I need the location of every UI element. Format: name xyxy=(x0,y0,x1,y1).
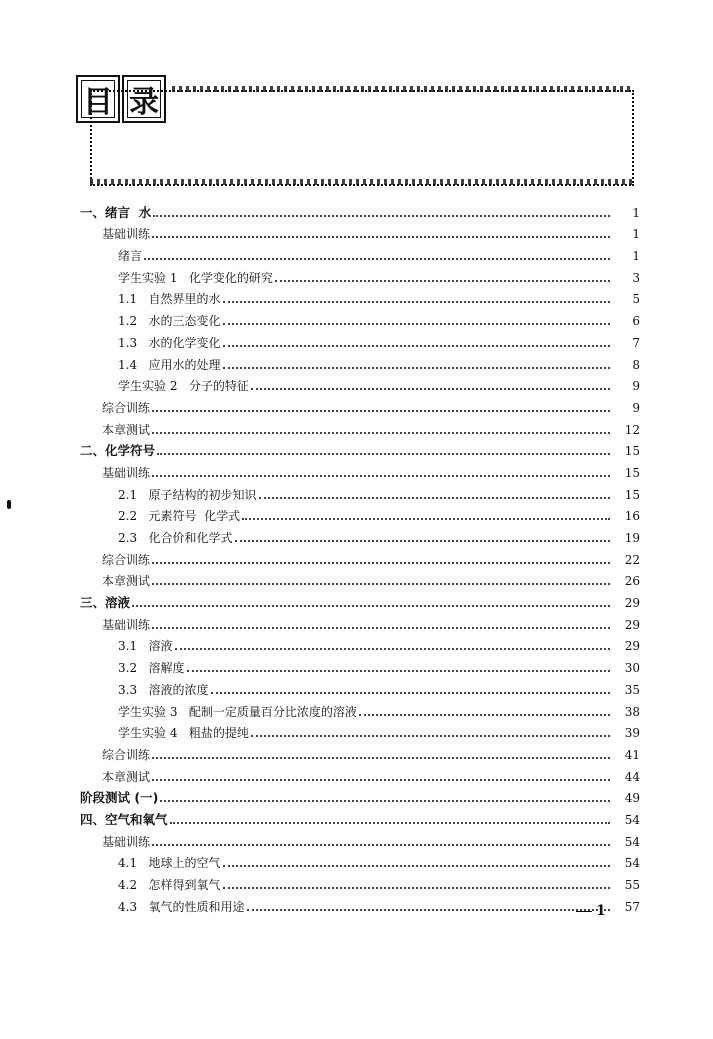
toc-entry-title: 1.3 水的化学变化 xyxy=(118,335,221,350)
decorative-frame-top-border xyxy=(172,86,630,92)
toc-entry-page: 19 xyxy=(610,531,640,545)
toc-dot-leader xyxy=(235,540,610,542)
toc-entry[interactable] xyxy=(80,719,640,741)
toc-entry-page: 15 xyxy=(610,488,640,502)
toc-entry-title: 基础训练 xyxy=(102,834,151,849)
toc-entry[interactable] xyxy=(80,567,640,589)
toc-dot-leader xyxy=(152,844,610,846)
toc-dot-leader xyxy=(152,757,610,759)
toc-entry-title: 4.2 怎样得到氧气 xyxy=(118,878,221,892)
toc-entry[interactable] xyxy=(80,805,640,827)
footer-page-number: 1 xyxy=(572,903,630,919)
toc-dot-leader xyxy=(144,258,610,260)
toc-entry-page: 1 xyxy=(610,249,640,263)
toc-dot-leader xyxy=(223,345,610,347)
toc-entry-page: 9 xyxy=(610,379,640,393)
toc-entry[interactable] xyxy=(80,610,640,632)
toc-dot-leader xyxy=(152,432,610,434)
toc-entry[interactable] xyxy=(80,762,640,784)
title-char-1: 目 xyxy=(83,85,113,120)
toc-dot-leader xyxy=(242,518,610,520)
toc-entry[interactable] xyxy=(80,220,640,242)
toc-entry[interactable] xyxy=(80,653,640,675)
toc-entry-page: 3 xyxy=(610,271,640,285)
toc-entry-page: 8 xyxy=(610,358,640,372)
toc-entry-title: 四、空气和氧气 xyxy=(80,811,168,827)
toc-dot-leader xyxy=(223,301,610,303)
toc-entry[interactable] xyxy=(80,393,640,415)
toc-entry-title: 1.1 自然界里的水 xyxy=(118,292,221,307)
toc-entry-title: 本章测试 xyxy=(102,574,151,589)
toc-entry-page: 15 xyxy=(610,444,640,458)
toc-entry-title: 综合训练 xyxy=(102,400,151,415)
toc-entry[interactable] xyxy=(80,372,640,394)
toc-entry-page: 54 xyxy=(610,813,640,827)
toc-entry-title: 一、绪言 水 xyxy=(80,204,152,220)
toc-entry-title: 2.2 元素符号 化学式 xyxy=(118,509,241,524)
toc-entry-title: 学生实验 3 配制一定质量百分比浓度的溶液 xyxy=(118,704,357,719)
toc-entry-title: 3.1 溶液 xyxy=(118,639,173,654)
toc-entry[interactable] xyxy=(80,740,640,762)
toc-entry-page: 49 xyxy=(610,791,640,805)
toc-entry-title: 1.4 应用水的处理 xyxy=(118,357,221,372)
toc-entry-title: 学生实验 2 分子的特征 xyxy=(118,379,249,394)
toc-dot-leader xyxy=(152,562,610,564)
toc-entry[interactable] xyxy=(80,588,640,610)
toc-entry-page: 5 xyxy=(610,292,640,306)
toc-entry[interactable] xyxy=(80,545,640,567)
toc-entry-title: 基础训练 xyxy=(102,227,151,242)
toc-entry-title: 2.3 化合价和化学式 xyxy=(118,531,233,545)
toc-entry-page: 22 xyxy=(610,553,640,567)
toc-dot-leader xyxy=(132,605,610,607)
toc-entry-page: 35 xyxy=(610,683,640,697)
toc-entry[interactable] xyxy=(80,480,640,502)
toc-entry[interactable] xyxy=(80,523,640,545)
toc-dot-leader xyxy=(152,410,610,412)
toc-dot-leader xyxy=(251,388,610,390)
toc-entry-title: 2.1 原子结构的初步知识 xyxy=(118,487,257,502)
toc-entry-page: 44 xyxy=(610,770,640,784)
toc-dot-leader xyxy=(223,323,610,325)
toc-entry[interactable] xyxy=(80,328,640,350)
toc-dot-leader xyxy=(152,475,610,477)
toc-entry[interactable] xyxy=(80,241,640,263)
toc-entry[interactable] xyxy=(80,502,640,524)
toc-dot-leader xyxy=(359,714,610,716)
toc-entry-title: 4.1 地球上的空气 xyxy=(118,856,221,871)
toc-entry[interactable] xyxy=(80,784,640,806)
toc-dot-leader xyxy=(187,670,610,672)
toc-entry[interactable] xyxy=(80,849,640,871)
toc-dot-leader xyxy=(259,497,610,499)
toc-entry-page: 39 xyxy=(610,726,640,740)
toc-entry-page: 12 xyxy=(610,423,640,437)
margin-ink-mark xyxy=(7,500,11,509)
toc-entry-title: 基础训练 xyxy=(102,617,151,632)
toc-entry-title: 综合训练 xyxy=(102,747,151,762)
toc-entry-page: 1 xyxy=(610,227,640,241)
toc-entry[interactable] xyxy=(80,306,640,328)
toc-entry-page: 15 xyxy=(610,466,640,480)
toc-entry-page: 7 xyxy=(610,336,640,350)
toc-entry[interactable] xyxy=(80,697,640,719)
toc-dot-leader xyxy=(170,822,610,824)
toc-entry-title: 1.2 水的三态变化 xyxy=(118,314,221,329)
toc-entry[interactable] xyxy=(80,458,640,480)
toc-entry[interactable] xyxy=(80,870,640,892)
toc-dot-leader xyxy=(152,779,610,781)
toc-entry-page: 16 xyxy=(610,509,640,523)
toc-entry-page: 57 xyxy=(610,900,640,914)
toc-entry-page: 38 xyxy=(610,705,640,719)
table-of-contents xyxy=(80,198,640,914)
toc-dot-leader xyxy=(223,887,610,889)
toc-entry[interactable] xyxy=(80,632,640,654)
toc-entry-title: 基础训练 xyxy=(102,465,151,480)
toc-dot-leader xyxy=(153,215,610,217)
toc-dot-leader xyxy=(251,735,610,737)
toc-entry-title: 学生实验 1 化学变化的研究 xyxy=(118,270,273,285)
toc-entry-page: 54 xyxy=(610,856,640,870)
toc-entry-title: 3.2 溶解度 xyxy=(118,661,185,676)
toc-entry-page: 6 xyxy=(610,314,640,328)
toc-entry-title: 本章测试 xyxy=(102,769,151,784)
toc-entry-page: 55 xyxy=(610,878,640,892)
toc-dot-leader xyxy=(247,909,610,911)
toc-dot-leader xyxy=(152,583,610,585)
toc-dot-leader xyxy=(152,627,610,629)
toc-entry-page: 54 xyxy=(610,835,640,849)
toc-entry-title: 综合训练 xyxy=(102,552,151,567)
toc-entry[interactable] xyxy=(80,437,640,459)
toc-entry-page: 9 xyxy=(610,401,640,415)
toc-entry[interactable] xyxy=(80,827,640,849)
toc-dot-leader xyxy=(160,800,610,802)
toc-entry[interactable] xyxy=(80,892,640,914)
toc-entry-page: 1 xyxy=(610,206,640,220)
toc-entry-title: 3.3 溶液的浓度 xyxy=(118,682,209,697)
toc-dot-leader xyxy=(157,453,610,455)
toc-entry-title: 二、化学符号 xyxy=(80,443,156,459)
toc-dot-leader xyxy=(223,367,610,369)
toc-entry-title: 学生实验 4 粗盐的提纯 xyxy=(118,726,249,741)
toc-dot-leader xyxy=(275,280,610,282)
toc-dot-leader xyxy=(175,648,610,650)
decorative-frame xyxy=(90,90,634,186)
toc-entry-title: 三、溶液 xyxy=(80,595,131,611)
toc-entry-title: 本章测试 xyxy=(102,422,151,437)
toc-entry[interactable] xyxy=(80,675,640,697)
toc-entry-page: 30 xyxy=(610,661,640,675)
toc-entry-title: 4.3 氧气的性质和用途 xyxy=(118,899,245,914)
toc-dot-leader xyxy=(152,236,610,238)
toc-entry[interactable] xyxy=(80,285,640,307)
toc-entry-page: 41 xyxy=(610,748,640,762)
title-char-2: 录 xyxy=(129,85,159,120)
toc-entry-page: 29 xyxy=(610,596,640,610)
toc-entry-title: 绪言 xyxy=(118,249,143,264)
toc-dot-leader xyxy=(211,692,610,694)
toc-dot-leader xyxy=(223,865,610,867)
toc-entry-page: 29 xyxy=(610,618,640,632)
toc-entry-page: 29 xyxy=(610,639,640,653)
toc-entry[interactable] xyxy=(80,350,640,372)
toc-entry[interactable] xyxy=(80,198,640,220)
toc-entry[interactable] xyxy=(80,415,640,437)
toc-entry-page: 26 xyxy=(610,574,640,588)
toc-entry-title: 阶段测试 (一) xyxy=(80,790,159,806)
toc-entry[interactable] xyxy=(80,263,640,285)
decorative-frame-bottom-border xyxy=(90,179,632,185)
